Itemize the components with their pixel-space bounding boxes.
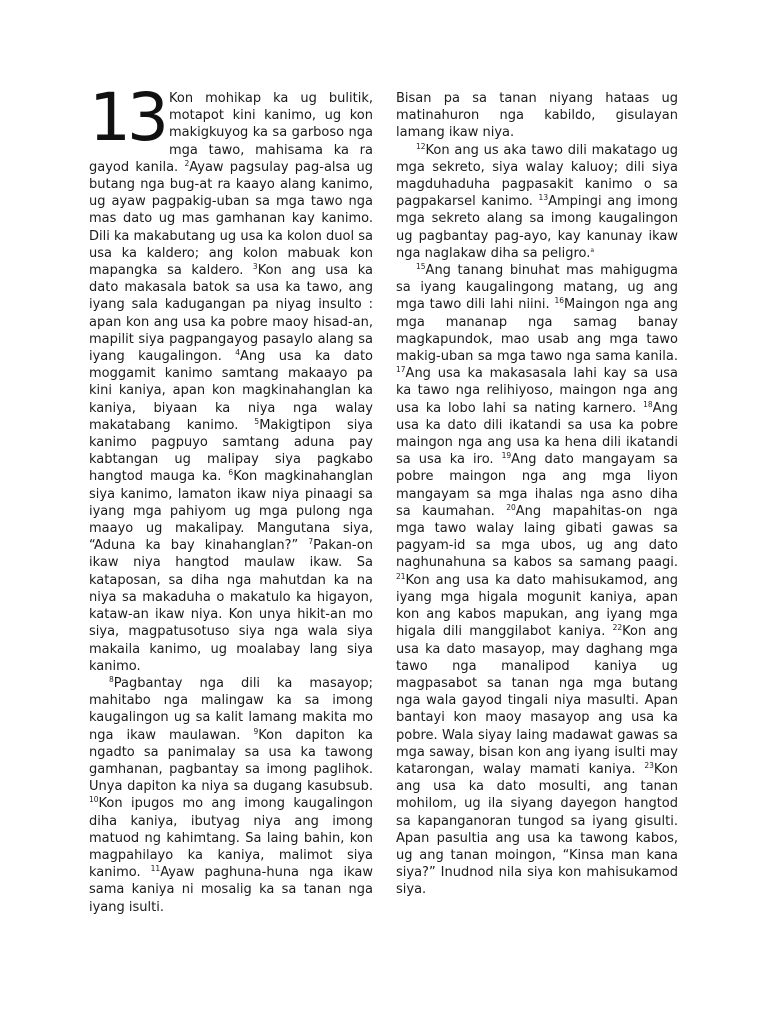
verse-number: 22	[612, 623, 623, 633]
verse-text: Kon ang usa ka dato mahisukamod, ang iyang mga higala mogunit kaniya, apan kon ang kabos mapukan, ang iyang mga higala dili manggilabot kaniya.	[396, 572, 678, 640]
verse-text: Makigtipon siya kanimo pagpuyo samtang aduna pay kabtangan ug malipay siya pagkabo hangtod mauga ka.	[89, 417, 373, 485]
verse-number: 5	[254, 416, 260, 426]
verse-text: Ayaw pagsulay pag-alsa ug butang nga bug-at ra kaayo alang kanimo, ug ayaw pagpakig-uban sa mga tawo nga mas dato ug mas gamhanan kay kanimo. Dili ka makabutang ug usa ka kolon duol sa usa ka kaldero; ang kolon mabuak kon mapangka sa kaldero.	[89, 159, 373, 279]
verse-number: 4	[235, 348, 241, 358]
verse-number: 8	[109, 674, 114, 684]
footnote-marker: a	[590, 246, 595, 254]
verse-number: 20	[506, 502, 516, 512]
verse-text: Ang dato mangayam sa pobre maingon nga ang mga liyon mangayam sa mga ihalas nga asno diha sa kaumahan.	[396, 452, 678, 519]
verse-number: 21	[396, 571, 406, 581]
verse-text: Ang usa ka dato dili ikatandi sa usa ka pobre maingon nga ang usa ka hena dili ikatandi sa usa ka iro.	[396, 400, 679, 468]
verse-number: 3	[252, 262, 258, 272]
verse-text: Pagbantay nga dili ka masayop; mahitabo nga malingaw ka sa imong kaugalingon ug sa kalit lamang makita mo nga ikaw maulawan.	[89, 675, 373, 743]
paragraph	[89, 79, 373, 675]
verse-number: 23	[644, 760, 654, 770]
chapter-number: 13	[89, 79, 165, 156]
verse-number: 2	[184, 158, 190, 168]
verse-text: Ang tanang binuhat mas mahigugma sa iyang kaugalingong matang, ug ang mga tawo dili lahi niini.	[396, 263, 678, 313]
verse-text: Kon ang us aka tawo dili makatago ug mga sekreto, siya walay kaluoy; dili siya magduhaduha pagpasakit kanimo o sa pagpakarsel kanimo.	[396, 142, 678, 210]
paragraph	[396, 142, 678, 262]
verse-text: Kon ipugos mo ang imong kaugalingon diha kaniya, ibutyag niya ang imong matuod ng kahimtang. Sa laing bahin, kon magpahilayo ka kaniya, malimot siya kanimo.	[89, 796, 373, 881]
verse-text: Bisan pa sa tanan niyang hataas ug matinahuron nga kabildo, gisulayan lamang ikaw niya.	[396, 91, 678, 141]
left-column	[89, 79, 373, 916]
paragraph	[89, 675, 373, 916]
verse-text: Ampingi ang imong mga sekreto alang sa imong kaugalingon ug pagbantay pag-ayo, kay kanunay ikaw nga naglakaw diha sa peligro.	[396, 194, 679, 261]
verse-text: Kon ang usa ka dato makasala batok sa usa ka tawo, ang iyang sala kadugangan pa niyag insulto : apan kon ang usa ka pobre maoy hisad-an, mapilit siya pagpangayog pasaylo alang sa iyang kaugalingon.	[89, 263, 373, 365]
verse-text: Kon magkinahanglan siya kanimo, lamaton ikaw niya pinaagi sa iyang mga pahiyom ug mga pulong nga maayo ug makalipay. Mangutana siya, “Aduna ka bay kinahanglan?”	[89, 469, 373, 554]
verse-number: 16	[554, 296, 565, 306]
verse-text: Kon mohikap ka ug bulitik, motapot kini kanimo, ug kon makigkuyog ka sa garboso nga mga tawo, mahisama ka ra gayod kanila.	[89, 91, 373, 175]
verse-number: 12	[416, 141, 426, 151]
verse-number: 19	[501, 451, 512, 461]
verse-text: Ang usa ka dato moggamit kanimo samtang makaayo pa kini kaniya, apan kon magkinahanglan ka kaniya, biyaan ka niya nga walay makatabang kanimo.	[89, 349, 373, 433]
verse-text: Maingon nga ang mga mananap nga samag banay magkapundok, mao usab ang mga tawo makig-uban sa mga tawo nga sama kanila.	[396, 297, 678, 365]
verse-number: 9	[253, 726, 259, 736]
verse-number: 7	[308, 537, 314, 547]
paragraph	[396, 90, 678, 142]
verse-text: Ang mapahitas-on nga mga tawo walay laing gibati gawas sa pagyam-id sa mga ubos, ug ang dato naghunahuna sa kabos sa samang paagi.	[396, 503, 678, 571]
verse-number: 15	[416, 262, 426, 272]
verse-text: Kon ang usa ka dato masayop, may daghang mga tawo nga manalipod kaniya ug magpasabot sa tanan nga mga butang nga wala gayod tingali niya masulti. Apan bantayi kon maoy masayop ang usa ka pobre. Wala siyay laing madawat gawas sa mga saway, bisan kon ang iyang isulti may katarongan, walay mamati kaniya.	[396, 624, 678, 777]
verse-number: 10	[89, 795, 99, 805]
verse-number: 17	[396, 365, 406, 375]
verse-text: Kon dapiton ka ngadto sa panimalay sa usa ka tawong gamhanan, pagbantay sa imong paglihok. Unya dapiton ka niya sa dugang kasubsub.	[89, 727, 373, 795]
verse-text: Ayaw paghuna-huna nga ikaw sama kaniya ni mosalig ka sa tanan nga iyang isulti.	[89, 865, 373, 915]
verse-text: Ang usa ka makasasala lahi kay sa usa ka tawo nga relihiyoso, maingon nga ang usa ka lobo lahi sa nating karnero.	[396, 366, 678, 416]
verse-text: Kon ang usa ka dato mosulti, ang tanan mohilom, ug ila siyang dayegon hangtod sa kapanganoran tungod sa iyang gisulti. Apan pasultia ang usa ka tawong kabos, ug ang tanan moingon, “Kinsa man kana siya?” Inudnod nila siya kon mahisukamod siya.	[396, 761, 678, 898]
verse-number: 18	[643, 399, 653, 409]
paragraph	[396, 262, 678, 899]
verse-number: 6	[228, 468, 234, 478]
verse-text: Pakan-on ikaw niya hangtod maulaw ikaw. Sa kataposan, sa diha nga mahutdan ka na niya sa makaduha o makatulo ka higayon, kataw-an ikaw niya. Kon unya hikit-an mo siya, magpatusotuso siya nga wala siya makaila kanimo, ug moalabay lang siya kanimo.	[89, 538, 373, 674]
verse-number: 13	[538, 193, 549, 203]
right-column	[396, 90, 678, 899]
verse-number: 11	[150, 864, 161, 874]
